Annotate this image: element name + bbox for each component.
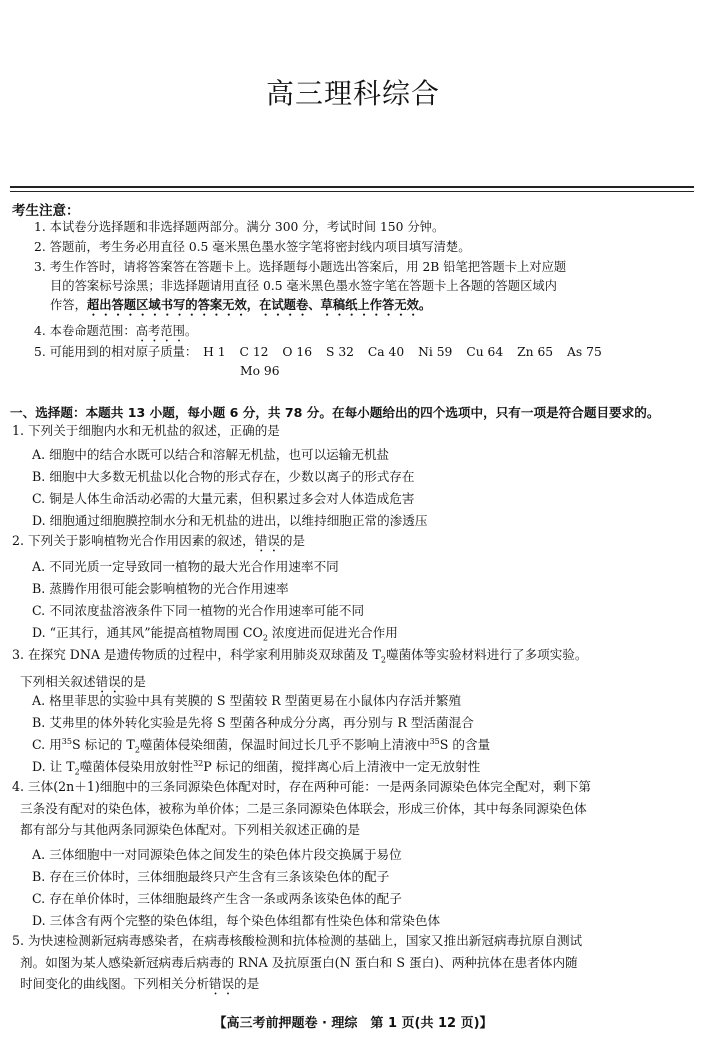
atom-mass: H 1 (203, 345, 226, 359)
question-4-option-b: B. 存在三价体时，三体细胞最终只产生含有三条该染色体的配子 (32, 869, 390, 884)
note-3-line-3 (34, 296, 694, 319)
page-footer: 【高三考前押题卷 · 理综 第 1 页(共 12 页)】 (213, 1016, 493, 1031)
question-5-stem-line-2: 剂。如图为某人感染新冠病毒后病毒的 RNA 及抗原蛋白(N 蛋白和 S 蛋白)、两种抗体在患者体内随 (20, 954, 578, 970)
question-2-stem-post: 的是 (279, 533, 306, 548)
question-1-option-a: A. 细胞中的结合水既可以结合和溶解无机盐，也可以运输无机盐 (32, 447, 390, 462)
question-5-stem-line-3: 时间变化的曲线图。下列相关分析错误的是 (20, 976, 260, 991)
note-5 (34, 343, 694, 362)
question-2-stem-pre: 2. 下列关于影响植物光合作用因素的叙述， (12, 533, 255, 548)
atom-mass: C 12 (239, 345, 269, 359)
header-rule-thick (10, 186, 694, 188)
question-5-stem (12, 930, 582, 998)
note-2: 2. 答题前，考生务必用直径 0.5 毫米黑色墨水签字笔将密封线内项目填写清楚。 (34, 240, 471, 254)
page-title: 高三理科综合 (265, 77, 440, 110)
atom-mass: Cu 64 (466, 345, 504, 359)
question-1-stem: 1. 下列关于细胞内水和无机盐的叙述，正确的是 (12, 423, 280, 438)
question-1-option-c: C. 铜是人体生命活动必需的大量元素，但积累过多会对人体造成危害 (32, 491, 415, 506)
question-4-stem-line-3: 都有部分与其他两条同源染色体配对。下列相关叙述正确的是 (20, 822, 361, 837)
question-4-option-a: A. 三体细胞中一对同源染色体之间发生的染色体片段交换属于易位 (32, 847, 402, 862)
question-3-option-b: B. 艾弗里的体外转化实验是先将 S 型菌各种成分分离，再分别与 R 型活菌混合 (32, 715, 474, 730)
question-3-stem-line-2: 下列相关叙述错误的是 (20, 674, 146, 690)
question-2-option-d-post: 浓度进而促进光合作用 (267, 625, 398, 640)
section-1-title: 一、选择题：本题共 13 小题，每小题 6 分，共 78 分。在每小题给出的四个选项中，只有一项是符合题目要求的。 (10, 405, 660, 420)
question-4-stem-line-2: 三条没有配对的染色体，被称为单价体；二是三条同源染色体联会，形成三价体，其中每条同源染色体 (20, 800, 587, 816)
note-3-emphasis: 超出答题区域书写的答案无效，在试题卷、草稿纸上作答无效。 (86, 298, 432, 312)
question-4-option-d: D. 三体含有两个完整的染色体组，每个染色体组都有性染色体和常染色体 (32, 913, 441, 928)
atom-mass: Zn 65 (517, 345, 554, 359)
atom-mass: O 16 (282, 345, 313, 359)
atom-mass: Ni 59 (418, 345, 453, 359)
note-3-line-1: 3. 考生作答时，请将答案答在答题卡上。选择题每小题选出答案后，用 2B 铅笔把答题卡上对应题 (34, 260, 567, 274)
atom-mass: S 32 (325, 345, 354, 359)
question-2-stem (12, 530, 305, 555)
header-rule-thin (10, 191, 694, 192)
note-3 (34, 258, 694, 319)
question-2-option-a: A. 不同光质一定导致同一植物的最大光合作用速率不同 (32, 559, 339, 574)
question-2-option-d-sub: 2 (262, 633, 268, 643)
question-1-option-b: B. 细胞中大多数无机盐以化合物的形式存在，少数以离子的形式存在 (32, 469, 415, 484)
question-2-stem-emph: 错误 (254, 533, 280, 548)
question-3-option-d: D. 让 $T_2$噬菌体侵染用放射性$^{32}$P 标记的细菌，搅拌离心后上清液中一定无放射性 (32, 758, 481, 777)
note-5-cont: Mo 96 (240, 364, 280, 378)
note-4 (34, 322, 694, 345)
question-3-stem (12, 644, 587, 696)
question-4-stem-line-1: 4. 三体(2n＋1)细胞中的三条同源染色体配对时，存在两种可能：一是两条同源染色体完全配对，剩下第 (12, 779, 591, 794)
note-4-emphasis: 高考范围。 (135, 324, 198, 338)
atom-mass: As 75 (567, 345, 602, 359)
note-4-prefix: 4. 本卷命题范围： (34, 324, 136, 338)
note-5-prefix: 5. 可能用到的相对原子质量： (34, 345, 198, 359)
question-2-option-d (32, 622, 398, 643)
question-3-stem-line-1: 3. 在探究 DNA 是遗传物质的过程中，科学家利用肺炎双球菌及 $T_2$噬菌体等实验材料进行了多项实验。 (12, 647, 588, 665)
note-3-line-2: 目的答案标号涂黑；非选择题请用直径 0.5 毫米黑色墨水签字笔在答题卡上各题的答题区域内 (50, 279, 557, 293)
question-4-option-c: C. 存在单价体时，三体细胞最终产生含一条或两条该染色体的配子 (32, 891, 402, 906)
notes-title: 考生注意： (12, 203, 80, 219)
question-5-stem-line-1: 5. 为快速检测新冠病毒感染者，在病毒核酸检测和抗体检测的基础上，国家又推出新冠病毒抗原自测试 (12, 933, 583, 948)
question-1-option-d: D. 细胞通过细胞膜控制水分和无机盐的进出，以维持细胞正常的渗透压 (32, 513, 428, 528)
atom-mass: Ca 40 (367, 345, 405, 359)
question-2-option-d-pre: D. “正其行，通其风”能提高植物周围 CO (32, 625, 263, 640)
question-3-option-c: C. 用$^{35}$S 标记的 $T_2$噬菌体侵染细菌，保温时间过长几乎不影响上清液中$^{35}$S 的含量 (32, 736, 491, 755)
question-2-option-b: B. 蒸腾作用很可能会影响植物的光合作用速率 (32, 581, 289, 596)
question-2-option-c: C. 不同浓度盐溶液条件下同一植物的光合作用速率可能不同 (32, 603, 365, 618)
note-1: 1. 本试卷分选择题和非选择题两部分。满分 300 分，考试时间 150 分钟。 (34, 220, 445, 234)
question-3-option-a: A. 格里菲思的实验中具有荚膜的 S 型菌较 R 型菌更易在小鼠体内存活并繁殖 (32, 693, 462, 708)
note-3-prefix: 作答， (50, 298, 87, 312)
question-4-stem (12, 776, 591, 841)
